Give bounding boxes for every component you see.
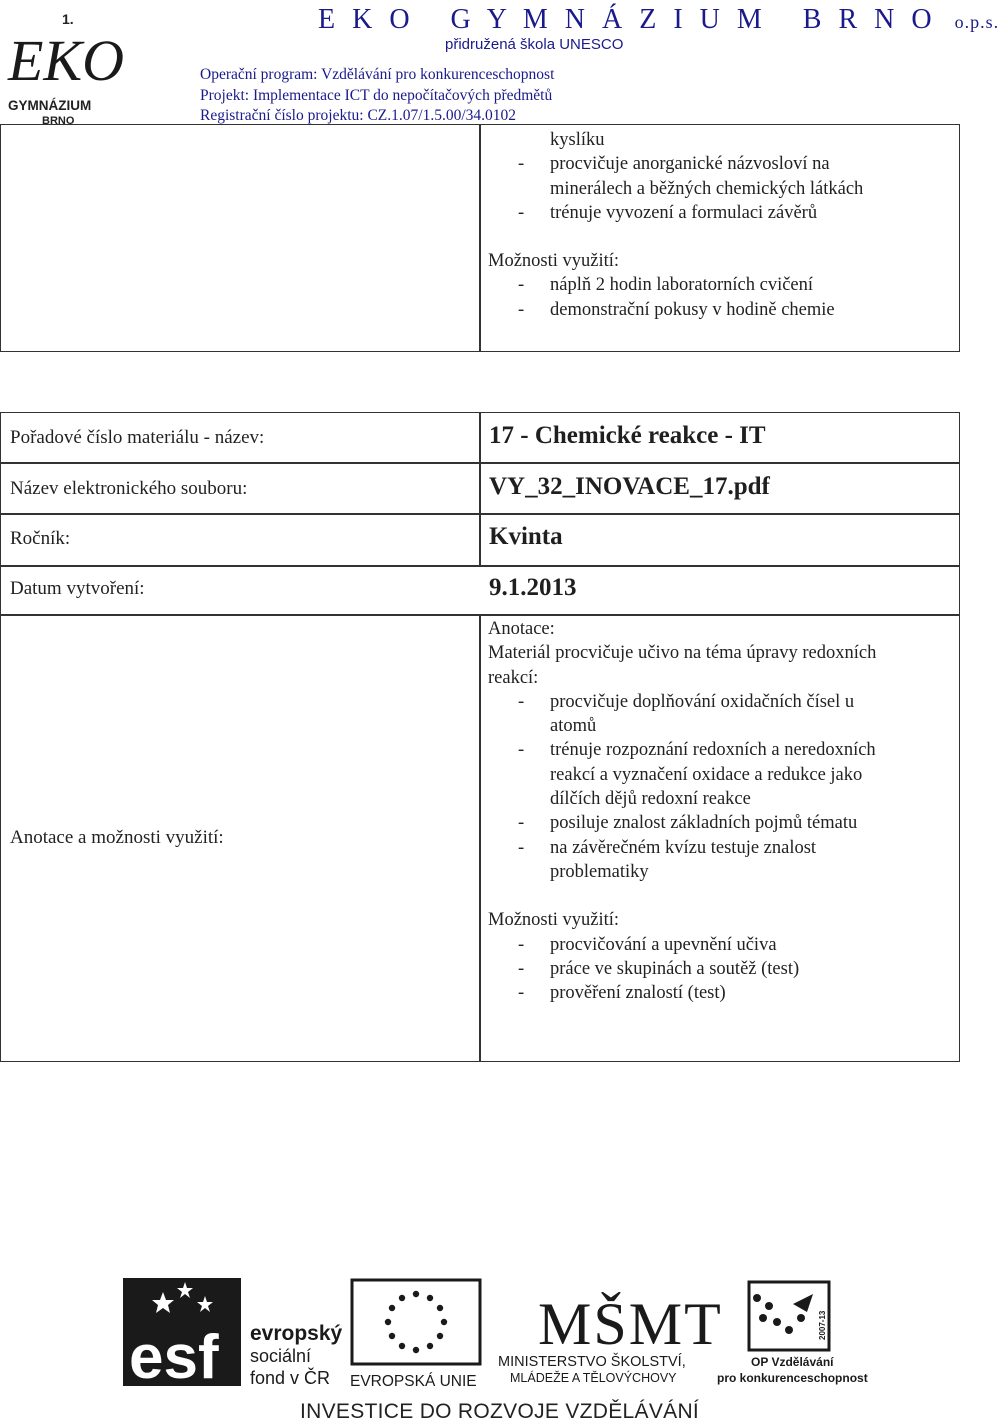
school-logo <box>4 6 124 126</box>
footer-slogan: INVESTICE DO ROZVOJE VZDĚLÁVÁNÍ <box>300 1400 700 1423</box>
dots-arrow-icon <box>753 1294 813 1334</box>
list-item-line: posiluje znalost základních pojmů tématu <box>550 813 858 834</box>
row-separator <box>0 513 960 515</box>
continuation-divider <box>479 124 481 352</box>
annotation-heading: Anotace: <box>488 619 555 639</box>
msmt-line: MLÁDEŽE A TĚLOVÝCHOVY <box>510 1371 677 1385</box>
list-item-line: atomů <box>550 716 597 737</box>
usage-heading: Možnosti využití: <box>488 910 620 931</box>
op-line: pro konkurenceschopnost <box>717 1371 868 1385</box>
project-line: Projekt: Implementace ICT do nepočítačových předmětů <box>200 87 553 104</box>
continuation-content <box>488 128 948 322</box>
esf-line: fond v ČR <box>250 1368 331 1388</box>
list-item-line: procvičuje anorganické názvosloví na <box>550 154 830 175</box>
list-item: - náplň 2 hodin laboratorních cvičení <box>488 273 948 297</box>
eu-logo <box>348 1278 483 1393</box>
list-item-line: prověření znalostí (test) <box>550 983 726 1004</box>
esf-mark: esf <box>129 1323 219 1392</box>
row-separator <box>0 462 960 464</box>
list-item: - posiluje znalost základních pojmů tématu <box>488 811 953 835</box>
list-item-line: na závěrečném kvízu testuje znalost <box>550 837 817 858</box>
registration-line: Registrační číslo projektu: CZ.1.07/1.5.00/34.0102 <box>200 107 516 124</box>
order-value: 17 - Chemické reakce - IT <box>489 422 766 449</box>
list-item: - prověření znalostí (test) <box>488 981 953 1005</box>
annotation-label: Anotace a možnosti využití: <box>10 827 224 848</box>
date-label: Datum vytvoření: <box>10 578 145 599</box>
list-item-line: práce ve skupinách a soutěž (test) <box>550 958 800 979</box>
grade-label: Ročník: <box>10 528 71 549</box>
msmt-line: MINISTERSTVO ŠKOLSTVÍ, <box>498 1354 686 1370</box>
msmt-logo <box>490 1278 723 1393</box>
logo-main: EKO <box>8 28 124 93</box>
eu-stars-icon <box>385 1291 447 1353</box>
esf-line: evropský <box>250 1322 343 1345</box>
list-item: - trénuje rozpoznání redoxních a neredoxních reakcí a vyznačení oxidace a redukce jako dílčích dějů redoxní reakce <box>488 738 953 811</box>
esf-line: sociální <box>250 1346 312 1366</box>
list-item: - procvičuje anorganické názvosloví na minerálech a běžných chemických látkách <box>488 152 948 201</box>
list-item-line: reakcí a vyznačení oxidace a redukce jako <box>550 764 863 785</box>
list-item: - procvičuje doplňování oxidačních čísel u atomů <box>488 690 953 739</box>
list-item-line: procvičuje doplňování oxidačních čísel u <box>550 691 855 712</box>
school-subtitle: přidružená škola UNESCO <box>445 36 624 53</box>
school-name: E K O G Y M N Á Z I U M B R N O <box>318 4 937 35</box>
info-divider-top <box>479 412 481 566</box>
list-item: - na závěrečném kvízu testuje znalost problematiky <box>488 836 953 885</box>
list-item-line: demonstrační pokusy v hodině chemie <box>550 299 835 320</box>
list-item-line: procvičování a upevnění učiva <box>550 934 777 955</box>
file-label: Název elektronického souboru: <box>10 478 248 499</box>
file-value: VY_32_INOVACE_17.pdf <box>489 473 770 500</box>
logo-word: GYMNÁZIUM <box>8 98 92 113</box>
logo-number: 1. <box>62 11 74 27</box>
row-separator <box>0 565 960 567</box>
annotation-intro-line: reakcí: <box>488 667 539 688</box>
annotation-intro-line: Materiál procvičuje učivo na téma úpravy redoxních <box>488 643 877 664</box>
op-years: 2007-13 <box>818 1310 827 1340</box>
info-divider-bottom <box>479 614 481 1062</box>
op-vk-logo <box>715 1278 868 1393</box>
list-item-line: trénuje rozpoznání redoxních a neredoxních <box>550 740 876 761</box>
school-legal-form: o.p.s. <box>954 12 999 32</box>
list-item: - trénuje vyvození a formulaci závěrů <box>488 201 948 225</box>
list-item: - práce ve skupinách a soutěž (test) <box>488 957 953 981</box>
school-title <box>318 4 999 36</box>
eu-label: EVROPSKÁ UNIE <box>350 1373 477 1390</box>
list-item-line: náplň 2 hodin laboratorních cvičení <box>550 275 814 296</box>
esf-logo <box>123 1278 348 1393</box>
list-item: - procvičování a upevnění učiva <box>488 933 953 957</box>
list-item-line: problematiky <box>550 861 649 882</box>
program-line: Operační program: Vzdělávání pro konkurenceschopnost <box>200 66 555 83</box>
date-value: 9.1.2013 <box>489 574 577 601</box>
list-item-line: minerálech a běžných chemických látkách <box>550 178 864 199</box>
order-label: Pořadové číslo materiálu - název: <box>10 427 265 448</box>
op-line: OP Vzdělávání <box>751 1355 834 1369</box>
annotation-content <box>488 617 953 1005</box>
grade-value: Kvinta <box>489 523 563 550</box>
continuation-lead: kyslíku <box>550 130 605 150</box>
list-item-line: trénuje vyvození a formulaci závěrů <box>550 202 818 223</box>
msmt-mark: MŠMT <box>538 1291 723 1357</box>
list-item: - demonstrační pokusy v hodině chemie <box>488 298 948 322</box>
logo-city: BRNO <box>42 115 75 127</box>
list-item-line: dílčích dějů redoxní reakce <box>550 789 751 810</box>
row-separator <box>0 614 960 616</box>
usage-heading: Možnosti využití: <box>488 251 620 272</box>
